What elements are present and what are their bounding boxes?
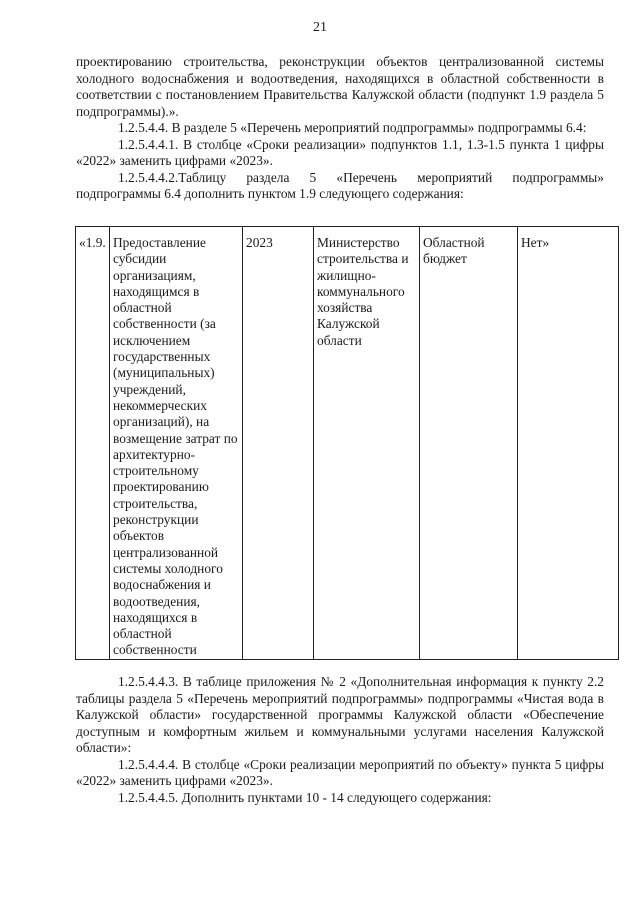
bottom-text-block (76, 674, 604, 806)
paragraph-1-2-5-4-4-5: 1.2.5.4.4.5. Дополнить пунктами 10 - 14 следующего содержания: (118, 789, 492, 805)
paragraph-1-2-5-4-4-4: 1.2.5.4.4.4. В столбце «Сроки реализации мероприятий по объекту» пункта 5 цифры «2022» заменить цифрами «2023». (76, 756, 604, 788)
table-row (76, 227, 619, 660)
paragraph-1-2-5-4-4: 1.2.5.4.4. В разделе 5 «Перечень мероприятий подпрограммы» подпрограммы 6.4: (118, 120, 587, 135)
cell-last: Нет» (518, 227, 619, 660)
measures-table-wrapper (75, 226, 606, 660)
cell-funding-source: Областной бюджет (420, 227, 518, 660)
paragraph-1-2-5-4-4-1: 1.2.5.4.4.1. В столбце «Сроки реализации» подпунктов 1.1, 1.3-1.5 пункта 1 цифры «2022» заменить цифрами «2023». (76, 136, 604, 168)
top-text-block (76, 54, 604, 203)
cell-description: Предоставление субсидии организациям, находящимся в областной собственности (за исключением государственных (муниципальных) учреждений, некоммерческих организаций), на возмещение затрат по архитектурно-строительному проектированию строительства, реконструкции объектов централизованной системы холодного водоснабжения и водоотведения, находящихся в областной собственности (110, 227, 243, 660)
cell-number: «1.9. (76, 227, 110, 660)
measures-table (75, 226, 619, 660)
paragraph-1-2-5-4-4-2: 1.2.5.4.4.2.Таблицу раздела 5 «Перечень мероприятий подпрограммы» подпрограммы 6.4 дополнить пунктом 1.9 следующего содержания: (76, 169, 604, 201)
cell-year: 2023 (243, 227, 314, 660)
paragraph-1-2-5-4-4-3: 1.2.5.4.4.3. В таблице приложения № 2 «Дополнительная информация к пункту 2.2 таблицы раздела 5 «Перечень мероприятий подпрограммы» подпрограммы «Чистая вода в Калужской области» государственной программы Калужской области «Обеспечение доступным и комфортным жильем и коммунальными услугами населения Калужской области»: (76, 674, 604, 755)
paragraph-continuation: проектированию строительства, реконструкции объектов централизованной системы холодного водоснабжения и водоотведения, находящихся в областной собственности в соответствии с постановлением Правительства Калужской области (подпункт 1.9 раздела 5 подпрограммы).». (76, 54, 604, 119)
page-number: 21 (313, 20, 327, 35)
cell-executor: Министерство строительства и жилищно-коммунального хозяйства Калужской области (314, 227, 420, 660)
